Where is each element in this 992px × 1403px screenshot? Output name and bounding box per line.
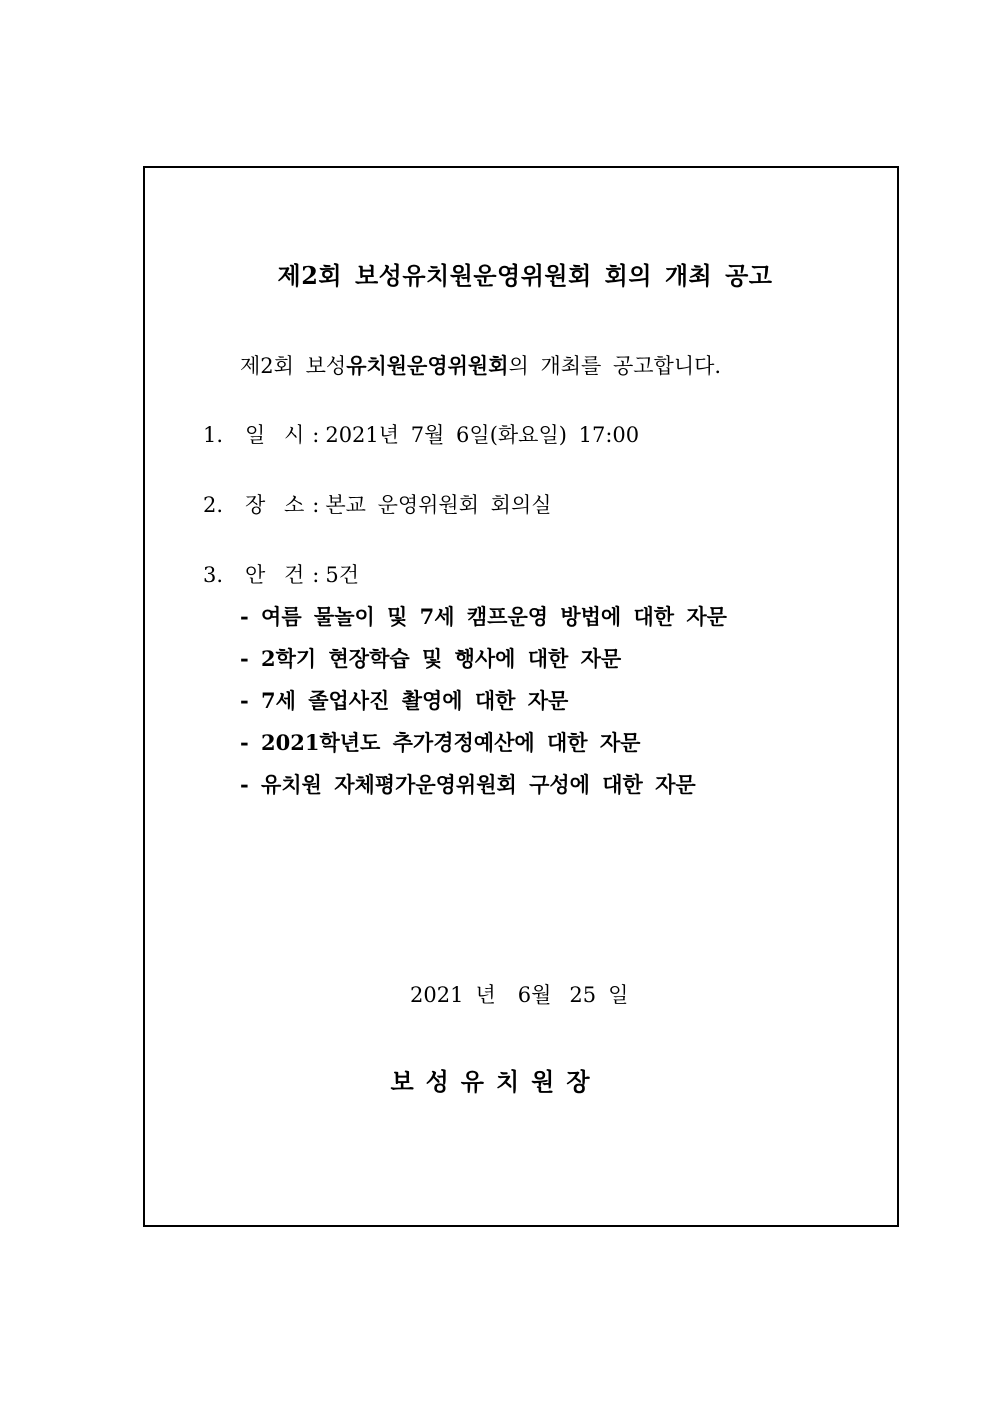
item-value: 5건 bbox=[325, 563, 359, 587]
notice-title: 제2회 보성유치원운영위원회 회의 개최 공고 bbox=[277, 261, 773, 290]
notice-date bbox=[410, 985, 628, 1006]
date-day-unit: 일 bbox=[608, 983, 629, 1007]
date-year-unit: 년 bbox=[475, 983, 496, 1007]
item-label: 안 건 bbox=[245, 563, 305, 587]
item-value: 본교 운영위원회 회의실 bbox=[325, 493, 552, 517]
item-number: 2. bbox=[203, 493, 224, 517]
item-label: 일 시 bbox=[245, 423, 305, 447]
item-value: 2021년 7월 6일(화요일) 17:00 bbox=[325, 423, 640, 447]
intro-prefix: 제2회 보성 bbox=[240, 354, 347, 378]
date-year: 2021 bbox=[410, 983, 464, 1007]
item-number: 3. bbox=[203, 563, 224, 587]
date-month: 6월 bbox=[517, 983, 552, 1007]
intro-text bbox=[240, 355, 721, 377]
date-day: 25 bbox=[569, 983, 597, 1007]
signer: 보성유치원장 bbox=[390, 1067, 602, 1096]
item-label: 장 소 bbox=[245, 493, 305, 517]
agenda-item: - 유치원 자체평가운영위원회 구성에 대한 자문 bbox=[240, 772, 696, 797]
agenda-item: - 2학기 현장학습 및 행사에 대한 자문 bbox=[240, 646, 622, 671]
item-colon: : bbox=[312, 423, 320, 447]
intro-suffix: 의 개최를 공고합니다. bbox=[508, 354, 722, 378]
agenda-item: - 여름 물놀이 및 7세 캠프운영 방법에 대한 자문 bbox=[240, 604, 727, 629]
item-datetime bbox=[203, 425, 639, 446]
item-colon: : bbox=[312, 563, 320, 587]
intro-committee-name: 유치원운영위원회 bbox=[346, 353, 509, 378]
item-agenda bbox=[203, 565, 359, 586]
agenda-item: - 7세 졸업사진 촬영에 대한 자문 bbox=[240, 688, 569, 713]
item-colon: : bbox=[312, 493, 320, 517]
item-number: 1. bbox=[203, 423, 224, 447]
item-location bbox=[203, 495, 552, 516]
agenda-item: - 2021학년도 추가경정예산에 대한 자문 bbox=[240, 730, 641, 755]
